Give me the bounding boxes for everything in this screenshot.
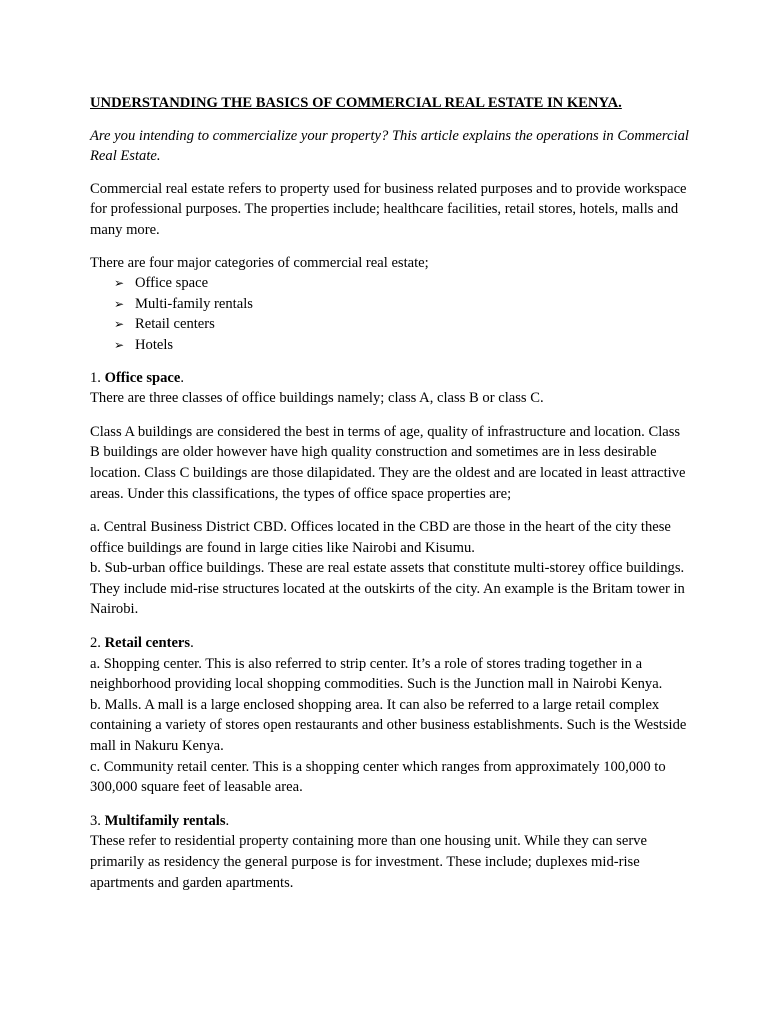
office-item-a: a. Central Business District CBD. Offices located in the CBD are those in the heart of the city these office buildings are found in large cities like Nairobi and Kisumu. — [90, 519, 671, 556]
document-title: UNDERSTANDING THE BASICS OF COMMERCIAL REAL ESTATE IN KENYA. — [90, 95, 622, 111]
arrowhead-bullet-icon: ➢ — [114, 317, 125, 332]
list-item-label: Office space — [135, 275, 209, 292]
list-item-label: Hotels — [135, 336, 174, 353]
section-period: . — [225, 812, 230, 829]
document-body — [90, 93, 690, 893]
section-title: Multifamily rentals — [104, 812, 226, 829]
list-item-label: Multi-family rentals — [135, 295, 253, 312]
office-classes-description: Class A buildings are considered the best in terms of age, quality of infrastructure and location. Class B buildings are older however have high quality construction and sometimes are in less desirable location. Class C buildings are those dilapidated. They are the oldest and are located in least attractive areas. Under this classifications, the types of office space properties are; — [90, 423, 686, 502]
section-period: . — [180, 369, 185, 386]
list-item — [114, 335, 690, 356]
retail-item-a: a. Shopping center. This is also referred to strip center. It’s a role of stores trading together in a neighborhood providing local shopping commodities. Such is the Junction mall in Nairobi Kenya. — [90, 655, 663, 693]
office-item-b: b. Sub-urban office buildings. These are real estate assets that constitute multi-storey office buildings. They include mid-rise structures located at the outskirts of the city. An example is the Britam tower in Nairobi. — [90, 560, 685, 618]
arrowhead-bullet-icon: ➢ — [114, 296, 125, 311]
section-title: Retail centers — [104, 635, 191, 652]
section-title: Office space — [104, 369, 181, 386]
multifamily-description: These refer to residential property containing more than one housing unit. While they can serve primarily as residency the general purpose is for investment. These include; duplexes mid-rise apartments and garden apartments. — [90, 833, 647, 891]
list-item-label: Retail centers — [135, 316, 215, 333]
retail-item-b: b. Malls. A mall is a large enclosed shopping area. It can also be referred to a large retail complex containing a variety of stores open restaurants and other business establishments. Such is the Westside mall in Nakuru Kenya. — [90, 696, 687, 755]
office-classes-line: There are three classes of office buildings namely; class A, class B or class C. — [90, 390, 544, 407]
section-heading-office — [90, 368, 690, 389]
section-number: 3. — [90, 812, 105, 829]
arrowhead-bullet-icon: ➢ — [114, 276, 125, 291]
intro-paragraph: Are you intending to commercialize your property? This article explains the operations in Commercial Real Estate. — [90, 127, 689, 165]
section-number: 1. — [90, 369, 105, 386]
list-item — [114, 314, 690, 335]
arrowhead-bullet-icon: ➢ — [114, 337, 125, 352]
categories-intro: There are four major categories of commercial real estate; — [90, 254, 429, 271]
list-item — [114, 294, 690, 315]
list-item — [114, 273, 690, 294]
definition-paragraph: Commercial real estate refers to property used for business related purposes and to provide workspace for professional purposes. The properties include; healthcare facilities, retail stores, hotels, malls and many more. — [90, 180, 687, 238]
retail-item-c: c. Community retail center. This is a shopping center which ranges from approximately 100,000 to 300,000 square feet of leasable area. — [90, 758, 666, 796]
section-period: . — [190, 635, 194, 652]
section-number: 2. — [90, 635, 105, 652]
section-heading-retail — [90, 633, 690, 654]
section-heading-multifamily — [90, 811, 690, 832]
categories-list — [90, 273, 690, 355]
